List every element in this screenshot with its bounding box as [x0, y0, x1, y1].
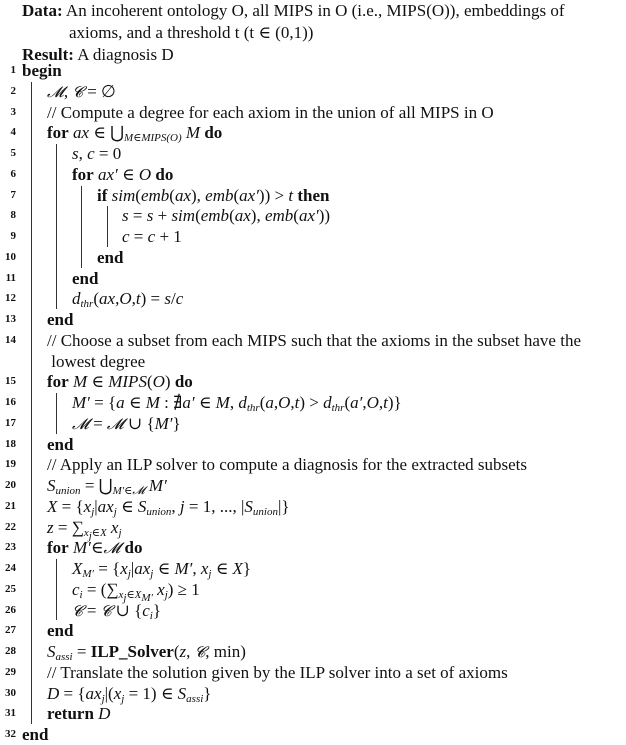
line-number: 10 — [5, 250, 16, 263]
data-label: Data: — [22, 1, 63, 20]
block-scope-bar — [56, 144, 57, 309]
line-code: $z = \sum_{x_j\in X}$ $x_j$ — [47, 517, 122, 542]
line-code: end — [22, 725, 49, 744]
data-line — [22, 0, 565, 22]
line-code: for M ∈ MIPS(O) do — [47, 372, 193, 392]
line-code: return D — [47, 704, 111, 724]
line-number: 32 — [5, 728, 16, 740]
line-number: 4 — [10, 126, 16, 139]
line-code: s, c = 0 — [72, 144, 122, 163]
line-number: 15 — [5, 375, 16, 388]
line-number: 27 — [5, 624, 16, 637]
line-number: 22 — [5, 520, 16, 533]
line-code: end — [47, 434, 74, 454]
line-code: lowest degree — [47, 351, 146, 371]
block-scope-bar — [81, 186, 82, 268]
line-code: $X_{M'} = \{x_j|ax_j$ ∈ M′, $x_j$ ∈ X} — [72, 559, 252, 580]
line-number: 26 — [5, 603, 16, 616]
line-number: 23 — [5, 541, 16, 554]
line-number: 9 — [10, 230, 16, 242]
line-code: $S_{assi}$ = ILP_Solver(z, 𝓒, min) — [47, 642, 246, 663]
line-number: 7 — [10, 188, 16, 201]
data-line-continued — [69, 22, 313, 44]
line-number: 1 — [10, 64, 16, 76]
line-code: // Compute a degree for each axiom in the union of all MIPS in O — [47, 102, 494, 122]
line-number: 16 — [5, 396, 16, 408]
line-code: $D = \{ax_j|(x_j = 1)$ ∈ $S_{assi}$} — [47, 683, 212, 705]
data-text: An incoherent ontology O, all MIPS in O (i.e., MIPS(O)), embeddings of — [65, 1, 565, 20]
line-number: 18 — [5, 437, 16, 450]
line-number: 14 — [5, 333, 16, 346]
line-code: 𝓒 = 𝓒 ∪ $\{c_i\}$ — [72, 600, 162, 622]
line-code: if sim(emb(ax), emb(ax′)) > t then — [97, 185, 330, 205]
line-number: 13 — [5, 313, 16, 325]
line-number: 21 — [5, 499, 16, 512]
line-code: end — [47, 310, 74, 329]
line-number: 30 — [5, 686, 16, 699]
line-number: 6 — [10, 167, 16, 180]
block-scope-bar — [31, 82, 32, 724]
line-code: $c_i = (\sum_{x_j\in X_{M'}}$ $x_j) \ge 1$ — [72, 579, 200, 604]
line-number: 20 — [5, 479, 16, 491]
line-number: 31 — [5, 707, 16, 720]
line-number: 11 — [5, 271, 16, 284]
line-number: 29 — [5, 665, 16, 678]
block-scope-bar — [56, 393, 57, 434]
result-label: Result: — [22, 45, 74, 64]
line-number: 5 — [10, 147, 16, 159]
block-scope-bar — [56, 559, 57, 620]
line-number: 12 — [5, 292, 16, 305]
line-number: 3 — [10, 105, 16, 118]
line-code: M′ = {a ∈ M : ∄a′ ∈ M, $d_{thr}(a,O,t) > d_{thr}(a',O,t)$} — [72, 393, 402, 414]
line-code: // Choose a subset from each MIPS such that the axioms in the subset have the — [47, 330, 581, 350]
line-code: for M′∈𝓜 do — [47, 538, 143, 558]
line-number: 2 — [10, 84, 16, 97]
line-number: 28 — [5, 645, 16, 657]
line-number: 17 — [5, 416, 16, 429]
line-number: 25 — [5, 582, 16, 595]
line-code: for ax ∈ $⋃_{M\in MIPS(O)}$ M do — [47, 123, 223, 145]
data-text-continued: axioms, and a threshold t (t ∈ (0,1)) — [69, 23, 314, 42]
line-code: 𝓜 = 𝓜 ∪ {M′} — [72, 413, 181, 433]
line-code: // Translate the solution given by the ILP solver into a set of axioms — [47, 662, 508, 682]
line-number: 8 — [10, 209, 16, 222]
line-code: $X = \{x_j|ax_j$ ∈ $S_{union}$, j = 1, ..., $|S_{union}|$} — [47, 496, 290, 518]
line-code: $S_{union}$ = $⋃_{M'\in 𝓜}$ M′ — [47, 476, 167, 497]
line-code: for ax′ ∈ O do — [72, 164, 174, 184]
line-code: $d_{thr}(ax,O,t) = s/c$ — [72, 289, 184, 311]
line-code: s = s + sim(emb(ax), emb(ax′)) — [122, 206, 331, 226]
line-code: begin — [22, 61, 62, 80]
line-code: c = c + 1 — [122, 227, 182, 246]
line-number: 24 — [5, 562, 16, 574]
line-code: 𝓜, 𝓒 = ∅ — [47, 81, 116, 101]
line-code: end — [47, 621, 74, 641]
line-code: // Apply an ILP solver to compute a diagnosis for the extracted subsets — [47, 455, 527, 475]
line-code: end — [72, 268, 99, 288]
block-scope-bar — [107, 206, 108, 247]
line-number: 19 — [5, 458, 16, 471]
line-code: end — [97, 247, 124, 267]
result-text: A diagnosis D — [77, 45, 174, 64]
